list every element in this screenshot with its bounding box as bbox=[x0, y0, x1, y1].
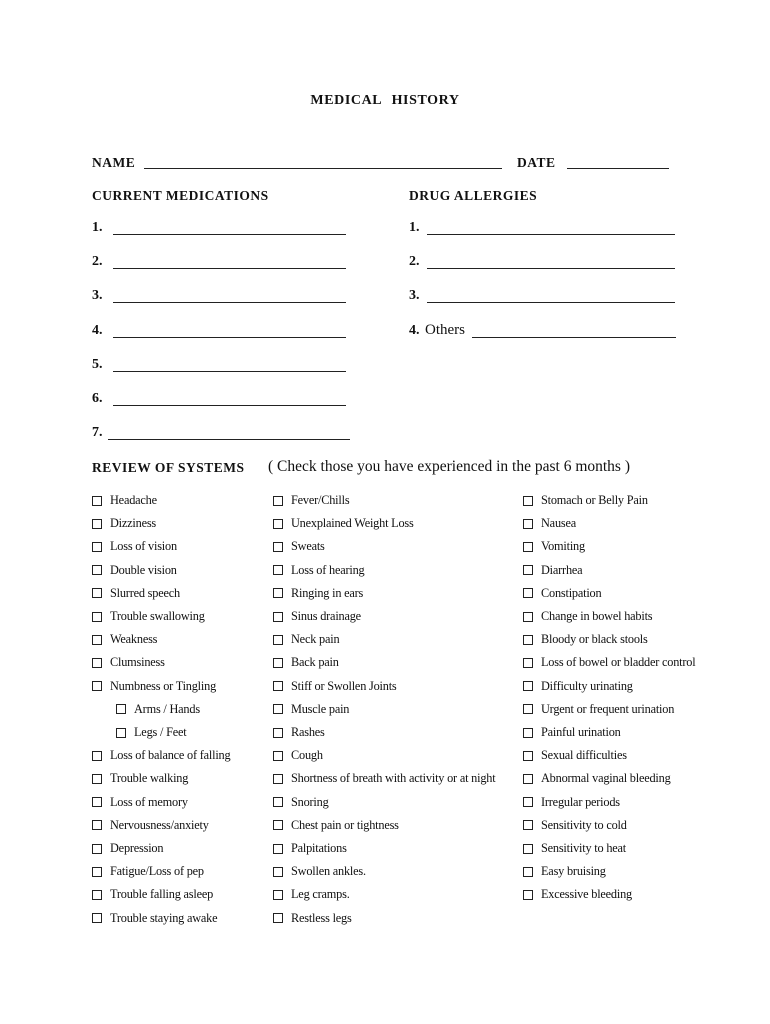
symptom-checkbox[interactable] bbox=[273, 748, 323, 763]
symptom-label: Arms / Hands bbox=[134, 701, 200, 716]
symptom-checkbox[interactable] bbox=[523, 725, 621, 740]
checkbox-icon[interactable] bbox=[523, 658, 533, 668]
checkbox-icon[interactable] bbox=[273, 565, 283, 575]
checkbox-icon[interactable] bbox=[273, 820, 283, 830]
checkbox-icon[interactable] bbox=[92, 820, 102, 830]
medication-number: 4. bbox=[92, 323, 103, 338]
symptom-checkbox[interactable] bbox=[92, 887, 213, 902]
symptom-checkbox[interactable] bbox=[92, 911, 217, 926]
allergy-others-field[interactable] bbox=[472, 337, 676, 338]
medication-field[interactable] bbox=[113, 371, 346, 372]
symptom-label: Urgent or frequent urination bbox=[541, 701, 675, 716]
date-field[interactable] bbox=[567, 168, 669, 169]
checkbox-icon[interactable] bbox=[523, 844, 533, 854]
medication-field[interactable] bbox=[113, 234, 346, 235]
checkbox-icon[interactable] bbox=[273, 774, 283, 784]
symptom-checkbox[interactable] bbox=[523, 818, 627, 833]
checkbox-icon[interactable] bbox=[273, 588, 283, 598]
page-title: MEDICAL HISTORY bbox=[310, 93, 460, 108]
symptom-checkbox[interactable] bbox=[92, 493, 157, 508]
symptom-label: Trouble falling asleep bbox=[110, 887, 214, 902]
checkbox-icon[interactable] bbox=[523, 867, 533, 877]
checkbox-icon[interactable] bbox=[273, 612, 283, 622]
medication-number: 2. bbox=[92, 254, 103, 269]
checkbox-icon[interactable] bbox=[92, 867, 102, 877]
checkbox-icon[interactable] bbox=[523, 751, 533, 761]
symptom-checkbox[interactable] bbox=[523, 864, 606, 879]
symptom-label: Trouble swallowing bbox=[110, 609, 205, 623]
symptom-checkbox[interactable] bbox=[523, 771, 671, 786]
symptom-label: Loss of vision bbox=[110, 539, 177, 554]
symptom-label: Neck pain bbox=[291, 632, 340, 647]
symptom-label: Swollen ankles. bbox=[291, 864, 366, 879]
symptom-checkbox[interactable] bbox=[92, 563, 177, 578]
symptom-checkbox[interactable] bbox=[273, 493, 349, 508]
checkbox-icon[interactable] bbox=[273, 658, 283, 668]
checkbox-icon[interactable] bbox=[92, 751, 102, 761]
symptom-label: Ringing in ears bbox=[291, 585, 364, 600]
symptom-checkbox[interactable] bbox=[523, 887, 632, 902]
drug-allergies-heading: DRUG ALLERGIES bbox=[409, 188, 538, 203]
symptom-checkbox[interactable] bbox=[273, 679, 397, 694]
medication-field[interactable] bbox=[113, 337, 346, 338]
symptom-label: Constipation bbox=[541, 585, 602, 600]
checkbox-icon[interactable] bbox=[92, 588, 102, 598]
allergy-number: 1. bbox=[409, 220, 420, 235]
checkbox-icon[interactable] bbox=[273, 704, 283, 714]
checkbox-icon[interactable] bbox=[273, 519, 283, 529]
medication-number: 3. bbox=[92, 288, 103, 303]
symptom-checkbox[interactable] bbox=[116, 702, 200, 717]
allergy-field[interactable] bbox=[427, 268, 675, 269]
symptom-checkbox[interactable] bbox=[273, 841, 347, 856]
symptom-checkbox[interactable] bbox=[92, 864, 204, 879]
checkbox-icon[interactable] bbox=[92, 774, 102, 784]
symptom-label: Stomach or Belly Pain bbox=[541, 493, 648, 507]
symptom-label: Palpitations bbox=[291, 841, 347, 855]
symptom-label: Depression bbox=[110, 841, 164, 855]
symptom-label: Slurred speech bbox=[110, 585, 180, 600]
symptom-label: Change in bowel habits bbox=[541, 609, 653, 623]
symptom-label: Loss of balance of falling bbox=[110, 748, 231, 763]
checkbox-icon[interactable] bbox=[273, 635, 283, 645]
checkbox-icon[interactable] bbox=[273, 797, 283, 807]
symptom-label: Muscle pain bbox=[291, 701, 350, 716]
allergy-others-label: Others bbox=[425, 322, 465, 338]
symptom-label: Trouble walking bbox=[110, 771, 189, 786]
symptom-checkbox[interactable] bbox=[273, 795, 329, 810]
checkbox-icon[interactable] bbox=[523, 774, 533, 784]
symptom-checkbox[interactable] bbox=[523, 539, 585, 554]
checkbox-icon[interactable] bbox=[92, 542, 102, 552]
symptom-label: Sexual difficulties bbox=[541, 748, 627, 763]
symptom-label: Bloody or black stools bbox=[541, 632, 648, 647]
name-label: NAME bbox=[92, 155, 136, 170]
checkbox-icon[interactable] bbox=[273, 913, 283, 923]
symptom-checkbox[interactable] bbox=[523, 795, 620, 810]
symptom-checkbox[interactable] bbox=[92, 818, 209, 833]
symptom-checkbox[interactable] bbox=[273, 864, 366, 879]
symptom-label: Sensitivity to cold bbox=[541, 817, 627, 832]
checkbox-icon[interactable] bbox=[116, 728, 126, 738]
symptom-checkbox[interactable] bbox=[523, 586, 601, 601]
symptom-label: Loss of memory bbox=[110, 794, 188, 809]
checkbox-icon[interactable] bbox=[273, 751, 283, 761]
medication-field[interactable] bbox=[113, 268, 346, 269]
symptom-checkbox[interactable] bbox=[273, 632, 339, 647]
medication-field[interactable] bbox=[113, 405, 346, 406]
symptom-checkbox[interactable] bbox=[273, 655, 339, 670]
symptom-checkbox[interactable] bbox=[523, 493, 648, 508]
symptom-label: Abnormal vaginal bleeding bbox=[541, 771, 671, 786]
symptom-checkbox[interactable] bbox=[273, 539, 325, 554]
symptom-label: Nervousness/anxiety bbox=[110, 817, 209, 832]
symptom-label: Legs / Feet bbox=[134, 725, 187, 739]
checkbox-icon[interactable] bbox=[523, 797, 533, 807]
symptom-label: Excessive bleeding bbox=[541, 887, 632, 902]
symptom-checkbox[interactable] bbox=[92, 516, 156, 531]
checkbox-icon[interactable] bbox=[92, 565, 102, 575]
checkbox-icon[interactable] bbox=[92, 681, 102, 691]
symptom-checkbox[interactable] bbox=[523, 841, 626, 856]
allergy-field[interactable] bbox=[427, 234, 675, 235]
medication-field[interactable] bbox=[108, 439, 350, 440]
checkbox-icon[interactable] bbox=[92, 635, 102, 645]
checkbox-icon[interactable] bbox=[92, 797, 102, 807]
symptom-checkbox[interactable] bbox=[273, 586, 363, 601]
checkbox-icon[interactable] bbox=[523, 542, 533, 552]
name-field[interactable] bbox=[144, 168, 502, 169]
checkbox-icon[interactable] bbox=[273, 867, 283, 877]
symptom-label: Fatigue/Loss of pep bbox=[110, 864, 204, 879]
symptom-label: Sweats bbox=[291, 539, 325, 554]
symptom-checkbox[interactable] bbox=[273, 563, 365, 578]
checkbox-icon[interactable] bbox=[523, 820, 533, 830]
symptom-checkbox[interactable] bbox=[523, 679, 633, 694]
symptom-label: Weakness bbox=[110, 632, 158, 647]
symptom-checkbox[interactable] bbox=[92, 795, 188, 810]
medication-field[interactable] bbox=[113, 302, 346, 303]
allergy-number: 4. bbox=[409, 323, 420, 338]
checkbox-icon[interactable] bbox=[116, 704, 126, 714]
symptom-checkbox[interactable] bbox=[273, 887, 350, 902]
symptom-checkbox[interactable] bbox=[523, 702, 674, 717]
symptom-checkbox[interactable] bbox=[92, 586, 180, 601]
checkbox-icon[interactable] bbox=[523, 519, 533, 529]
checkbox-icon[interactable] bbox=[92, 658, 102, 668]
checkbox-icon[interactable] bbox=[92, 496, 102, 506]
symptom-checkbox[interactable] bbox=[92, 539, 177, 554]
medication-number: 7. bbox=[92, 425, 103, 440]
medication-number: 5. bbox=[92, 357, 103, 372]
symptom-label: Difficulty urinating bbox=[541, 678, 633, 693]
symptom-label: Back pain bbox=[291, 655, 339, 670]
symptom-checkbox[interactable] bbox=[92, 632, 157, 647]
checkbox-icon[interactable] bbox=[92, 844, 102, 854]
symptom-label: Trouble staying awake bbox=[110, 910, 218, 925]
current-medications-heading: CURRENT MEDICATIONS bbox=[92, 188, 269, 203]
checkbox-icon[interactable] bbox=[523, 704, 533, 714]
symptom-label: Nausea bbox=[541, 516, 576, 531]
symptom-checkbox[interactable] bbox=[273, 771, 495, 786]
checkbox-icon[interactable] bbox=[273, 890, 283, 900]
allergy-number: 2. bbox=[409, 254, 420, 269]
symptom-label: Vomiting bbox=[541, 539, 585, 554]
symptom-checkbox[interactable] bbox=[92, 748, 230, 763]
symptom-label: Irregular periods bbox=[541, 794, 620, 809]
symptom-label: Painful urination bbox=[541, 725, 621, 739]
symptom-label: Loss of bowel or bladder control bbox=[541, 655, 696, 670]
symptom-checkbox[interactable] bbox=[92, 679, 216, 694]
symptom-label: Fever/Chills bbox=[291, 493, 350, 507]
symptom-checkbox[interactable] bbox=[273, 702, 349, 717]
symptom-label: Leg cramps. bbox=[291, 887, 350, 902]
symptom-checkbox[interactable] bbox=[523, 748, 627, 763]
symptom-label: Cough bbox=[291, 748, 323, 763]
symptom-checkbox[interactable] bbox=[92, 655, 165, 670]
checkbox-icon[interactable] bbox=[273, 681, 283, 691]
checkbox-icon[interactable] bbox=[273, 542, 283, 552]
symptom-label: Shortness of breath with activity or at night bbox=[291, 771, 496, 786]
checkbox-icon[interactable] bbox=[273, 728, 283, 738]
checkbox-icon[interactable] bbox=[523, 565, 533, 575]
checkbox-icon[interactable] bbox=[92, 519, 102, 529]
symptom-checkbox[interactable] bbox=[523, 516, 576, 531]
symptom-checkbox[interactable] bbox=[116, 725, 186, 740]
symptom-checkbox[interactable] bbox=[523, 632, 648, 647]
allergy-number: 3. bbox=[409, 288, 420, 303]
medication-number: 1. bbox=[92, 220, 103, 235]
symptom-checkbox[interactable] bbox=[273, 609, 361, 624]
symptom-checkbox[interactable] bbox=[523, 563, 582, 578]
checkbox-icon[interactable] bbox=[92, 913, 102, 923]
symptom-checkbox[interactable] bbox=[92, 609, 205, 624]
checkbox-icon[interactable] bbox=[92, 612, 102, 622]
date-label: DATE bbox=[517, 155, 556, 170]
checkbox-icon[interactable] bbox=[523, 612, 533, 622]
checkbox-icon[interactable] bbox=[523, 635, 533, 645]
checkbox-icon[interactable] bbox=[92, 890, 102, 900]
symptom-label: Restless legs bbox=[291, 910, 352, 925]
symptom-checkbox[interactable] bbox=[92, 771, 188, 786]
checkbox-icon[interactable] bbox=[523, 890, 533, 900]
checkbox-icon[interactable] bbox=[523, 496, 533, 506]
symptom-label: Sinus drainage bbox=[291, 609, 361, 623]
symptom-checkbox[interactable] bbox=[273, 911, 352, 926]
symptom-label: Dizziness bbox=[110, 516, 157, 531]
symptom-label: Headache bbox=[110, 493, 157, 507]
checkbox-icon[interactable] bbox=[523, 588, 533, 598]
checkbox-icon[interactable] bbox=[273, 496, 283, 506]
checkbox-icon[interactable] bbox=[523, 728, 533, 738]
allergy-field[interactable] bbox=[427, 302, 675, 303]
symptom-label: Unexplained Weight Loss bbox=[291, 516, 414, 531]
checkbox-icon[interactable] bbox=[523, 681, 533, 691]
symptom-label: Rashes bbox=[291, 725, 325, 739]
medication-number: 6. bbox=[92, 391, 103, 406]
symptom-checkbox[interactable] bbox=[273, 516, 414, 531]
symptom-label: Sensitivity to heat bbox=[541, 841, 627, 855]
symptom-checkbox[interactable] bbox=[523, 655, 695, 670]
review-heading: REVIEW OF SYSTEMS bbox=[92, 460, 245, 475]
symptom-label: Snoring bbox=[291, 794, 329, 809]
checkbox-icon[interactable] bbox=[273, 844, 283, 854]
symptom-checkbox[interactable] bbox=[92, 841, 163, 856]
symptom-label: Clumsiness bbox=[110, 655, 165, 670]
symptom-label: Easy bruising bbox=[541, 864, 606, 879]
symptom-checkbox[interactable] bbox=[273, 725, 325, 740]
symptom-label: Double vision bbox=[110, 562, 177, 577]
symptom-label: Numbness or Tingling bbox=[110, 678, 217, 693]
symptom-label: Stiff or Swollen Joints bbox=[291, 678, 397, 693]
symptom-label: Loss of hearing bbox=[291, 562, 365, 577]
symptom-checkbox[interactable] bbox=[523, 609, 652, 624]
symptom-label: Chest pain or tightness bbox=[291, 817, 399, 832]
review-instruction: ( Check those you have experienced in the past 6 months ) bbox=[268, 458, 630, 475]
symptom-checkbox[interactable] bbox=[273, 818, 399, 833]
symptom-label: Diarrhea bbox=[541, 562, 583, 577]
